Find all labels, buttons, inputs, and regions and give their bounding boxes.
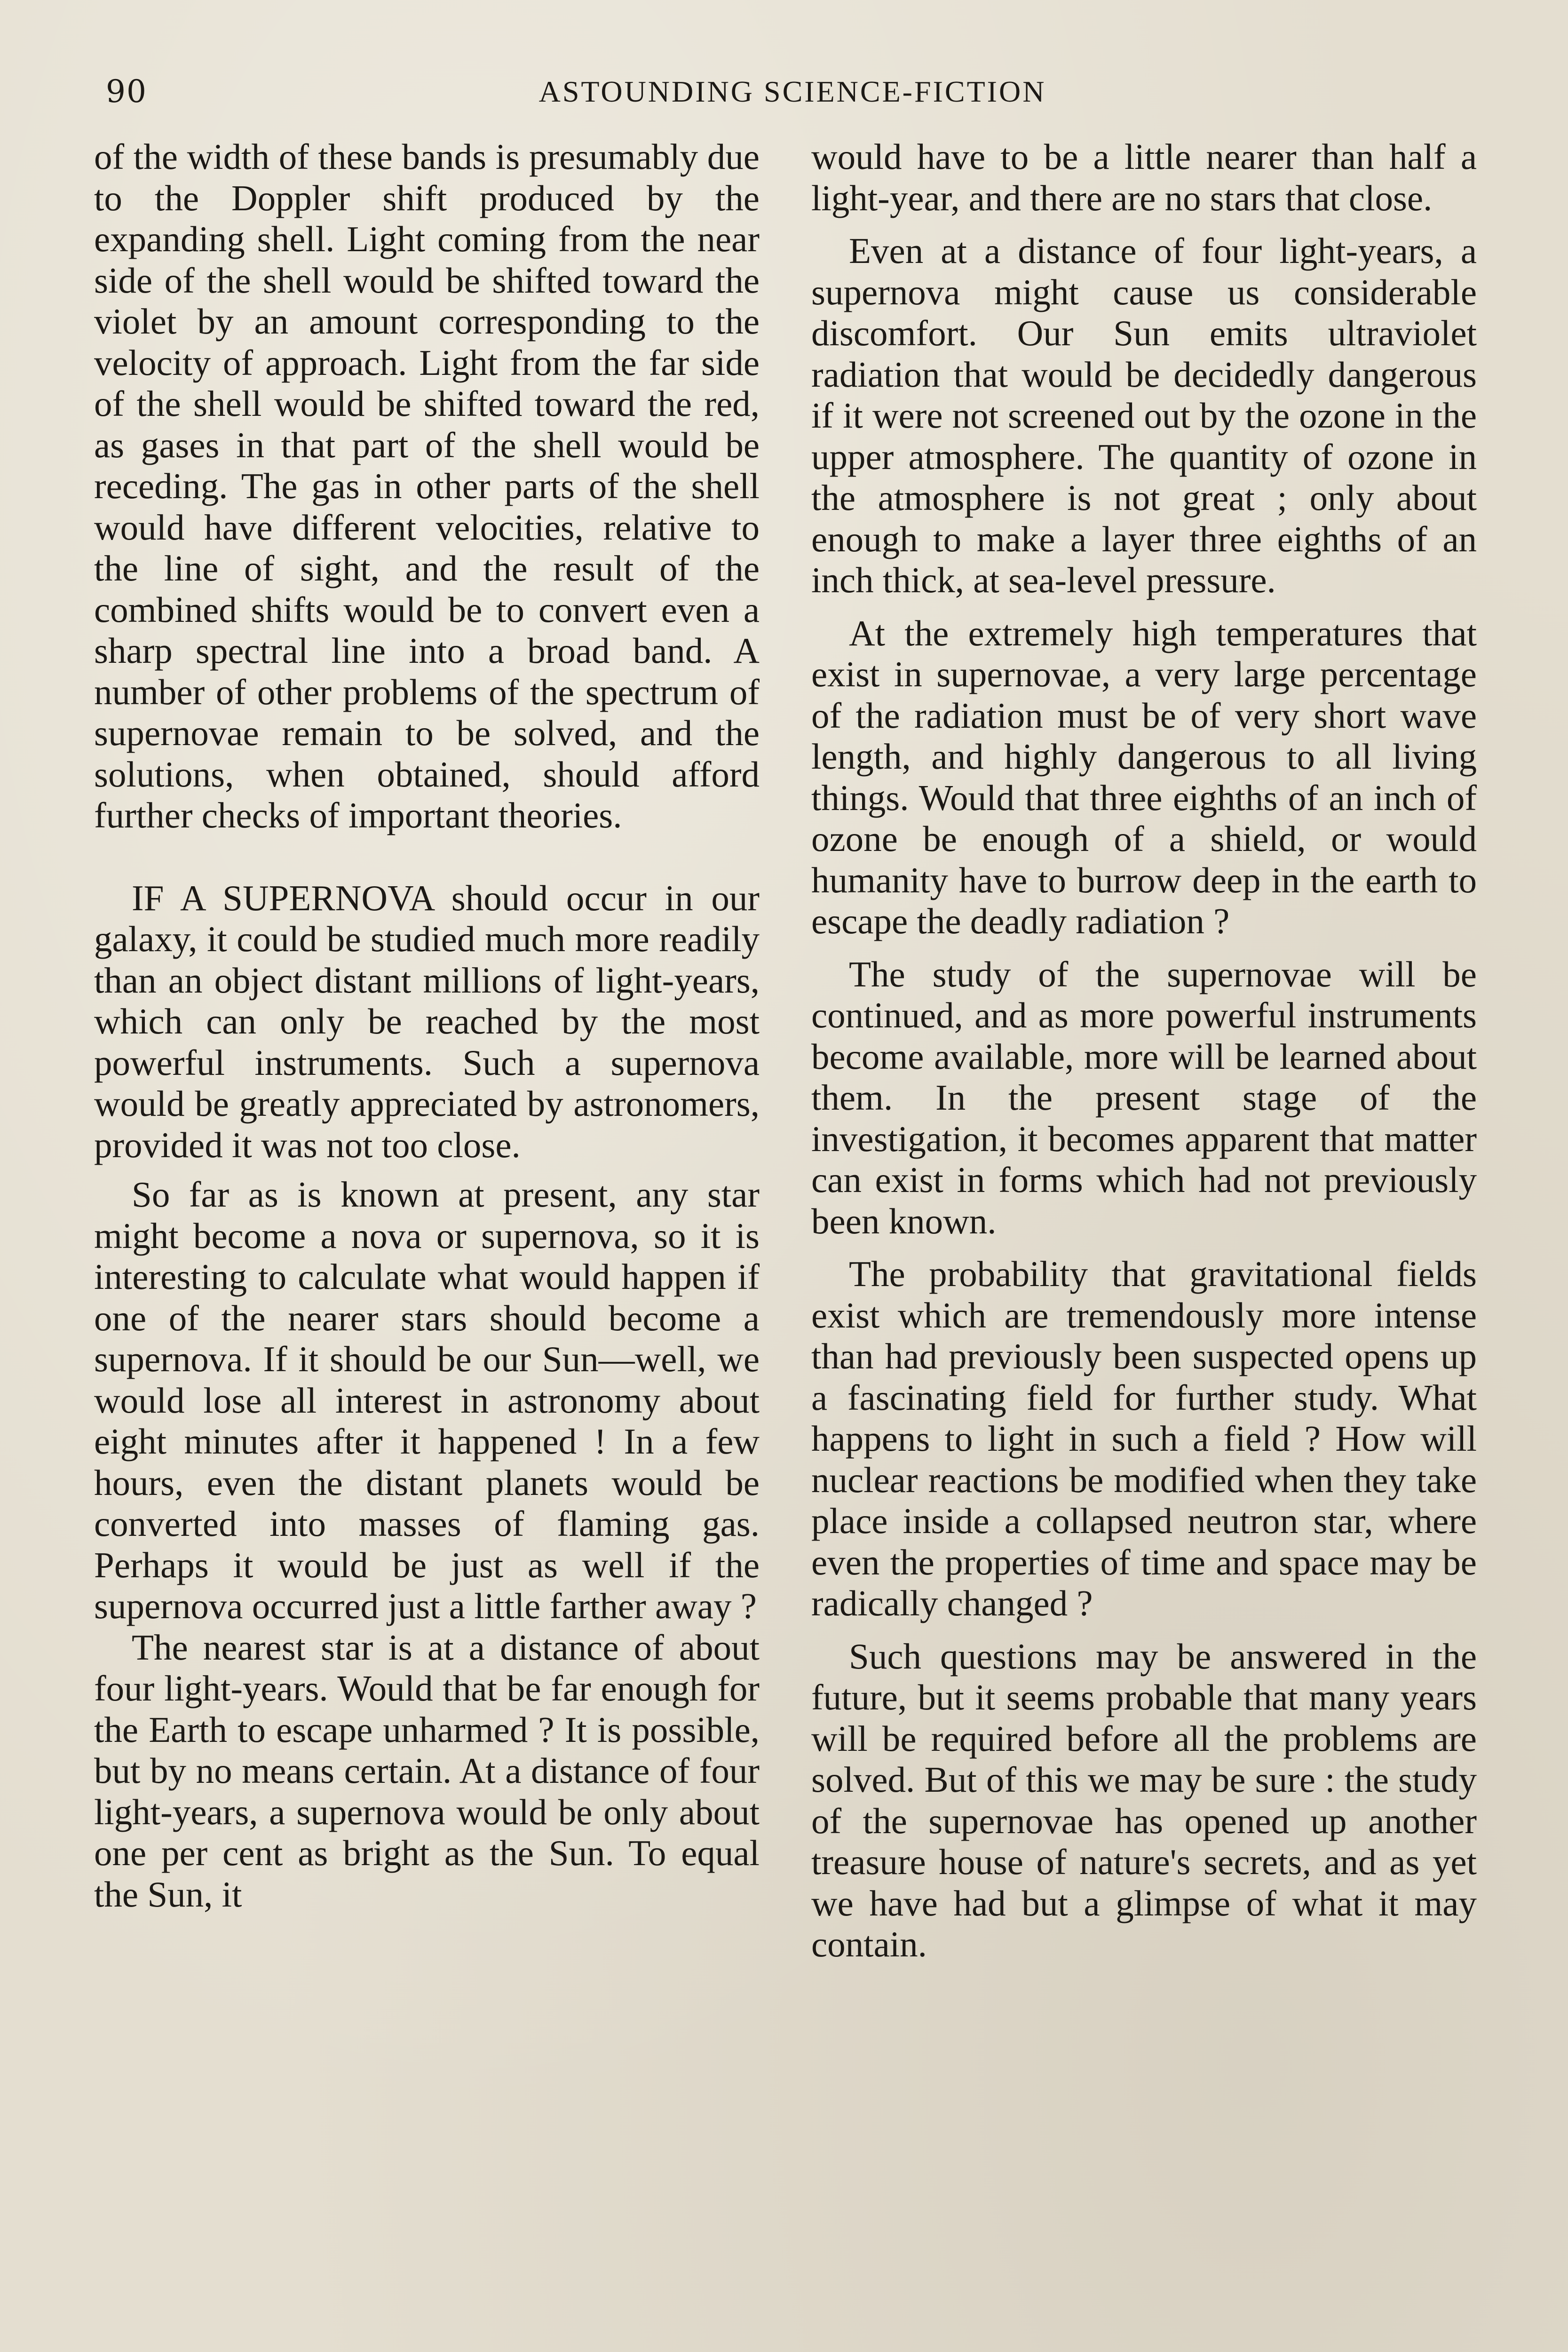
paragraph-doppler: of the width of these bands is presumably due to the Doppler shift produced by the expanding shell. Light coming from the near side of the shell would be shifted toward the violet by an amount corresponding to the velocity of approach. Light from the far side of the shell would be shifted toward the red, as gases in that part of the shell would be receding. The gas in other parts of the shell would have different velocities, relative to the line of sight, and the result of the combined shifts would be to convert even a sharp spectral line into a broad band. A number of other problems of the spectrum of supernovae remain to be solved, and the solutions, when obtained, should afford further checks of important theories. (94, 136, 760, 835)
running-title: ASTOUNDING SCIENCE-FICTION (539, 75, 1046, 108)
watermark-logo (1152, 2347, 1543, 2352)
page-header (106, 71, 1479, 113)
paragraph-radiation: At the extremely high temperatures that exist in supernovae, a very large percentage of the radiation must be of very short wave length, and highly dangerous to all living things. Would that three eighths of an inch of ozone be enough of a shield, or would humanity have to burrow deep in the earth to escape the deadly radiation ? (811, 612, 1477, 941)
paragraph-nearer-stars: So far as is known at present, any star might become a nova or supernova, so it is interesting to calculate what would happen if one of the nearer stars should become a supernova. If it should be our Sun—well, we would lose all interest in astronomy about eight minutes after it happened ! In a few hours, even the distant planets would be converted into masses of flaming gas. Perhaps it would be just as well if the supernova occurred just a little farther away ? (94, 1174, 760, 1626)
paragraph-conclusion: Such questions may be answered in the future, but it seems probable that many years will be required before all the problems are solved. But of this we may be sure : the study of the supernovae has opened up another treasure house of nature's secrets, and as yet we have had but a glimpse of what it may contain. (811, 1636, 1477, 1964)
paragraph-gravitational-fields: The probability that gravitational fields exist which are tremendously more intense than had previously been suspected opens up a fascinating field for further study. What happens to light in such a field ? How will nuclear reactions be modified when they take place inside a collapsed neutron star, where even the properties of time and space may be radically changed ? (811, 1254, 1477, 1623)
left-column (94, 136, 760, 1915)
paragraph-study-continued: The study of the supernovae will be continued, and as more powerful instruments become available, more will be learned about them. In the present stage of the investigation, it becomes apparent that matter can exist in forms which had not previously been known. (811, 954, 1477, 1241)
paragraph-half-light-year: would have to be a little nearer than half a light-year, and there are no stars that close. (811, 136, 1477, 218)
page-number: 90 (106, 73, 147, 110)
right-column (811, 136, 1477, 1965)
paragraph-nearest-star: The nearest star is at a distance of about four light-years. Would that be far enough for the Earth to escape unharmed ? It is possible, but by no means certain. At a distance of four light-years, a supernova would be only about one per cent as bright as the Sun. To equal the Sun, it (94, 1627, 760, 1915)
paragraph-ozone: Even at a distance of four light-years, a supernova might cause us considerable discomfort. Our Sun emits ultraviolet radiation that would be decidedly dangerous if it were not screened out by the ozone in the upper atmosphere. The quantity of ozone in the atmosphere is not great ; only about enough to make a layer three eighths of an inch thick, at sea-level pressure. (811, 230, 1477, 600)
paragraph-supernova-galaxy: IF A SUPERNOVA should occur in our galaxy, it could be studied much more readily than an object distant millions of light-years, which can only be reached by the most powerful instruments. Such a supernova would be greatly appreciated by astronomers, provided it was not too close. (94, 877, 760, 1165)
